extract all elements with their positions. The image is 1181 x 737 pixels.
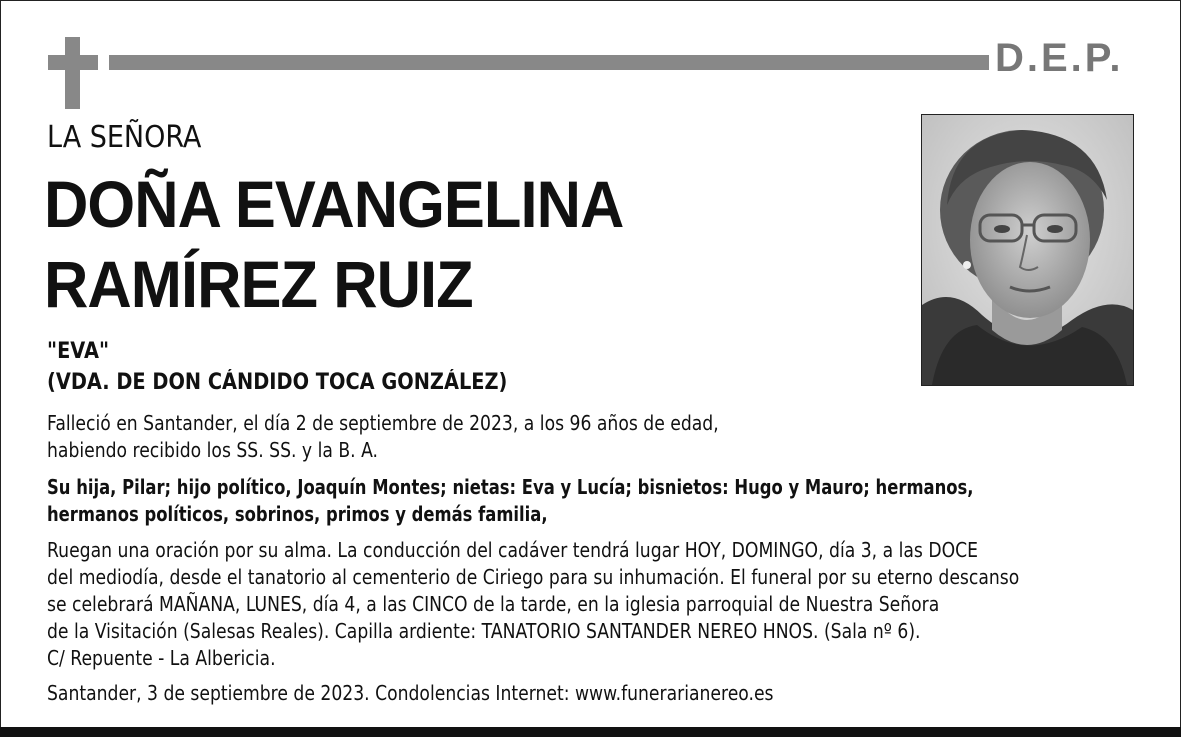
header-rule (109, 55, 989, 70)
portrait-photo (921, 114, 1134, 386)
request-line: de la Visitación (Salesas Reales). Capilla ardiente: TANATORIO SANTANDER NEREO HNOS. (Sala nº 6). (47, 619, 921, 643)
request-line: Ruegan una oración por su alma. La conducción del cadáver tendrá lugar HOY, DOMINGO, día 3, a las DOCE (47, 538, 979, 562)
request-line: se celebrará MAÑANA, LUNES, día 4, a las CINCO de la tarde, en la iglesia parroquial de Nuestra Señora (47, 592, 940, 616)
request-line: del mediodía, desde el tanatorio al cementerio de Ciriego para su inhumación. El funeral por su eterno descanso (47, 565, 1020, 589)
widow-of: (VDA. DE DON CÁNDIDO TOCA GONZÁLEZ) (47, 370, 508, 395)
title-prefix: LA SEÑORA (47, 120, 202, 155)
death-info-line: habiendo recibido los SS. SS. y la B. A. (47, 438, 379, 462)
deceased-name-line1: DOÑA EVANGELINA (44, 167, 624, 241)
cross-icon (65, 37, 80, 109)
family-line: Su hija, Pilar; hijo político, Joaquín Montes; nietas: Eva y Lucía; bisnietos: Hugo y Mauro; hermanos, (47, 475, 974, 499)
cross-icon-arm (48, 55, 98, 70)
family-line: hermanos políticos, sobrinos, primos y demás familia, (47, 502, 548, 526)
footer-line: Santander, 3 de septiembre de 2023. Condolencias Internet: www.funerarianereo.es (47, 681, 774, 705)
deceased-name-line2: RAMÍREZ RUIZ (44, 247, 473, 321)
portrait-image (922, 115, 1133, 385)
nickname: "EVA" (47, 339, 110, 364)
bottom-bar (0, 727, 1181, 737)
death-info-line: Falleció en Santander, el día 2 de septiembre de 2023, a los 96 años de edad, (47, 411, 719, 435)
request-line: C/ Repuente - La Albericia. (47, 646, 276, 670)
dep-label: D.E.P. (995, 36, 1124, 80)
